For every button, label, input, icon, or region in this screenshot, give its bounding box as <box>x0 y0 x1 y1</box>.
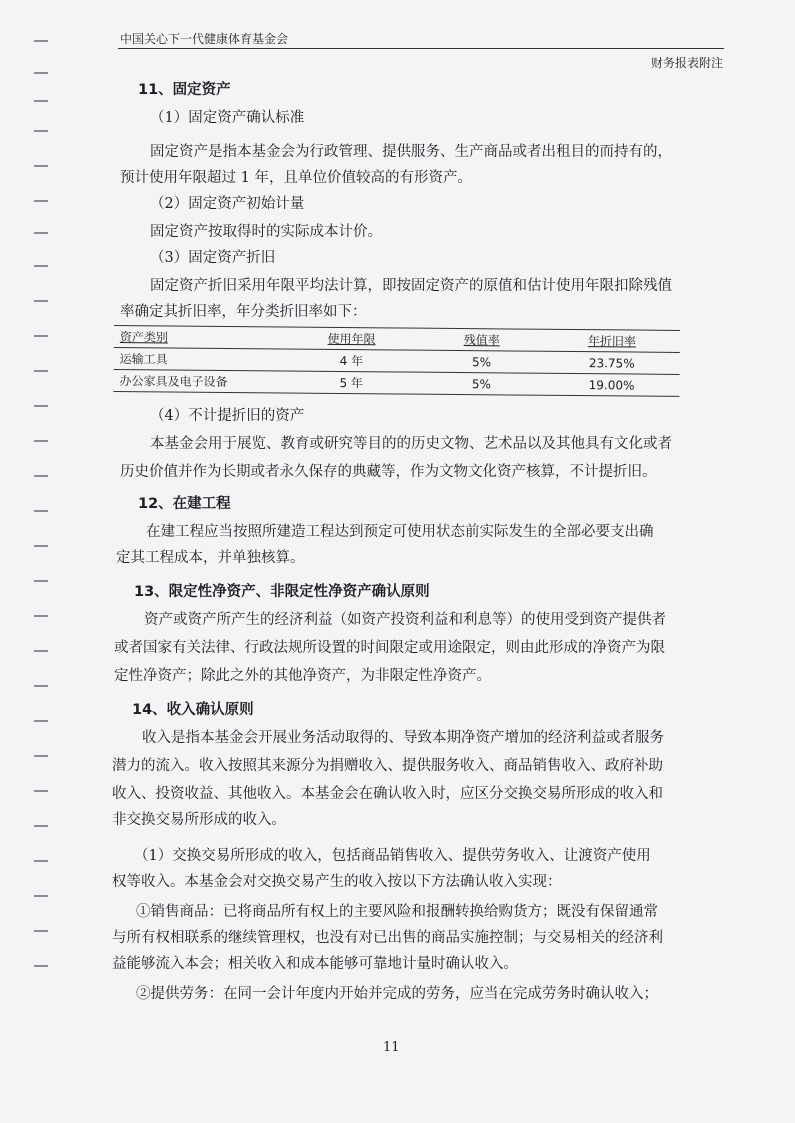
header-doc-type: 财务报表附注 <box>650 56 723 70</box>
s12-line: 定其工程成本，并单独核算。 <box>116 550 305 566</box>
s11-subhead-2: （2）固定资产初始计量 <box>150 196 305 212</box>
table-cell: 4 年 <box>283 349 419 372</box>
table-row <box>113 369 679 396</box>
s14-line: 非交换交易所形成的收入。 <box>112 812 286 828</box>
s11-subhead-4: （4）不计提折旧的资产 <box>150 408 305 424</box>
s12-line: 在建工程应当按照所建造工程达到预定可使用状态前实际发生的全部必要支出确 <box>146 524 654 540</box>
s11-subhead-3: （3）固定资产折旧 <box>150 250 276 266</box>
section-12-title: 12、在建工程 <box>138 496 231 512</box>
depreciation-table <box>113 325 680 397</box>
s11-line: 固定资产按取得时的实际成本计价。 <box>150 224 382 240</box>
s13-line: 定性净资产；除此之外的其他净资产，为非限定性净资产。 <box>114 668 491 684</box>
s14-line: 收入、投资收益、其他收入。本基金会在确认收入时，应区分交换交易所形成的收入和 <box>112 786 663 802</box>
page-number: 11 <box>383 1040 400 1055</box>
table-header: 年折旧率 <box>587 334 637 349</box>
s13-line: 或者国家有关法律、行政法规所设置的时间限定或用途限定，则由此形成的净资产为限 <box>114 640 665 656</box>
s14-line: ①销售商品：已将商品所有权上的主要风险和报酬转换给购货方；既没有保留通常 <box>136 904 658 920</box>
section-11-title: 11、固定资产 <box>138 82 231 98</box>
table-cell: 办公家具及电子设备 <box>113 369 283 392</box>
table-cell: 运输工具 <box>114 347 284 370</box>
table-header: 使用年限 <box>327 331 376 347</box>
s14-line: （1）交换交易所形成的收入，包括商品销售收入、提供劳务收入、让渡资产使用 <box>134 848 651 864</box>
header-organization: 中国关心下一代健康体育基金会 <box>120 32 289 46</box>
table-header: 资产类别 <box>119 330 168 345</box>
table-header: 残值率 <box>463 333 500 348</box>
table-cell: 23.75% <box>544 351 680 374</box>
s14-line: ②提供劳务：在同一会计年度内开始并完成的劳务，应当在完成劳务时确认收入； <box>136 986 658 1002</box>
section-14-title: 14、收入确认原则 <box>132 702 254 718</box>
s11-line: 本基金会用于展览、教育或研究等目的的历史文物、艺术品以及其他具有文化或者 <box>150 436 672 452</box>
s11-line: 率确定其折旧率，年分类折旧率如下： <box>120 304 367 320</box>
s14-line: 收入是指本基金会开展业务活动取得的、导致本期净资产增加的经济利益或者服务 <box>142 730 664 746</box>
s14-line: 益能够流入本会；相关收入和成本能够可靠地计量时确认收入。 <box>112 956 518 972</box>
s11-subhead-1: （1）固定资产确认标准 <box>150 110 305 126</box>
s11-line: 历史价值并作为长期或者永久保存的典藏等，作为文物文化资产核算，不计提折旧。 <box>120 464 657 480</box>
s13-line: 资产或资产所产生的经济利益（如资产投资利益和利息等）的使用受到资产提供者 <box>144 612 666 628</box>
s14-line: 潜力的流入。收入按照其来源分为捐赠收入、提供服务收入、商品销售收入、政府补助 <box>112 758 663 774</box>
s11-line: 固定资产折旧采用年限平均法计算，即按固定资产的原值和估计使用年限扣除残值 <box>150 278 672 294</box>
section-13-title: 13、限定性净资产、非限定性净资产确认原则 <box>134 584 430 600</box>
table-cell: 19.00% <box>544 373 680 396</box>
binder-holes <box>0 0 60 1123</box>
s11-line: 固定资产是指本基金会为行政管理、提供服务、生产商品或者出租目的而持有的， <box>150 144 672 160</box>
table-cell: 5% <box>419 350 544 373</box>
header-rule <box>118 48 724 49</box>
s14-line: 权等收入。本基金会对交换交易产生的收入按以下方法确认收入实现： <box>112 874 562 890</box>
s14-line: 与所有权相联系的继续管理权，也没有对已出售的商品实施控制；与交易相关的经济利 <box>112 930 663 946</box>
s11-line: 预计使用年限超过 1 年，且单位价值较高的有形资产。 <box>120 170 472 186</box>
table-cell: 5 年 <box>283 371 419 394</box>
table-cell: 5% <box>419 372 544 395</box>
